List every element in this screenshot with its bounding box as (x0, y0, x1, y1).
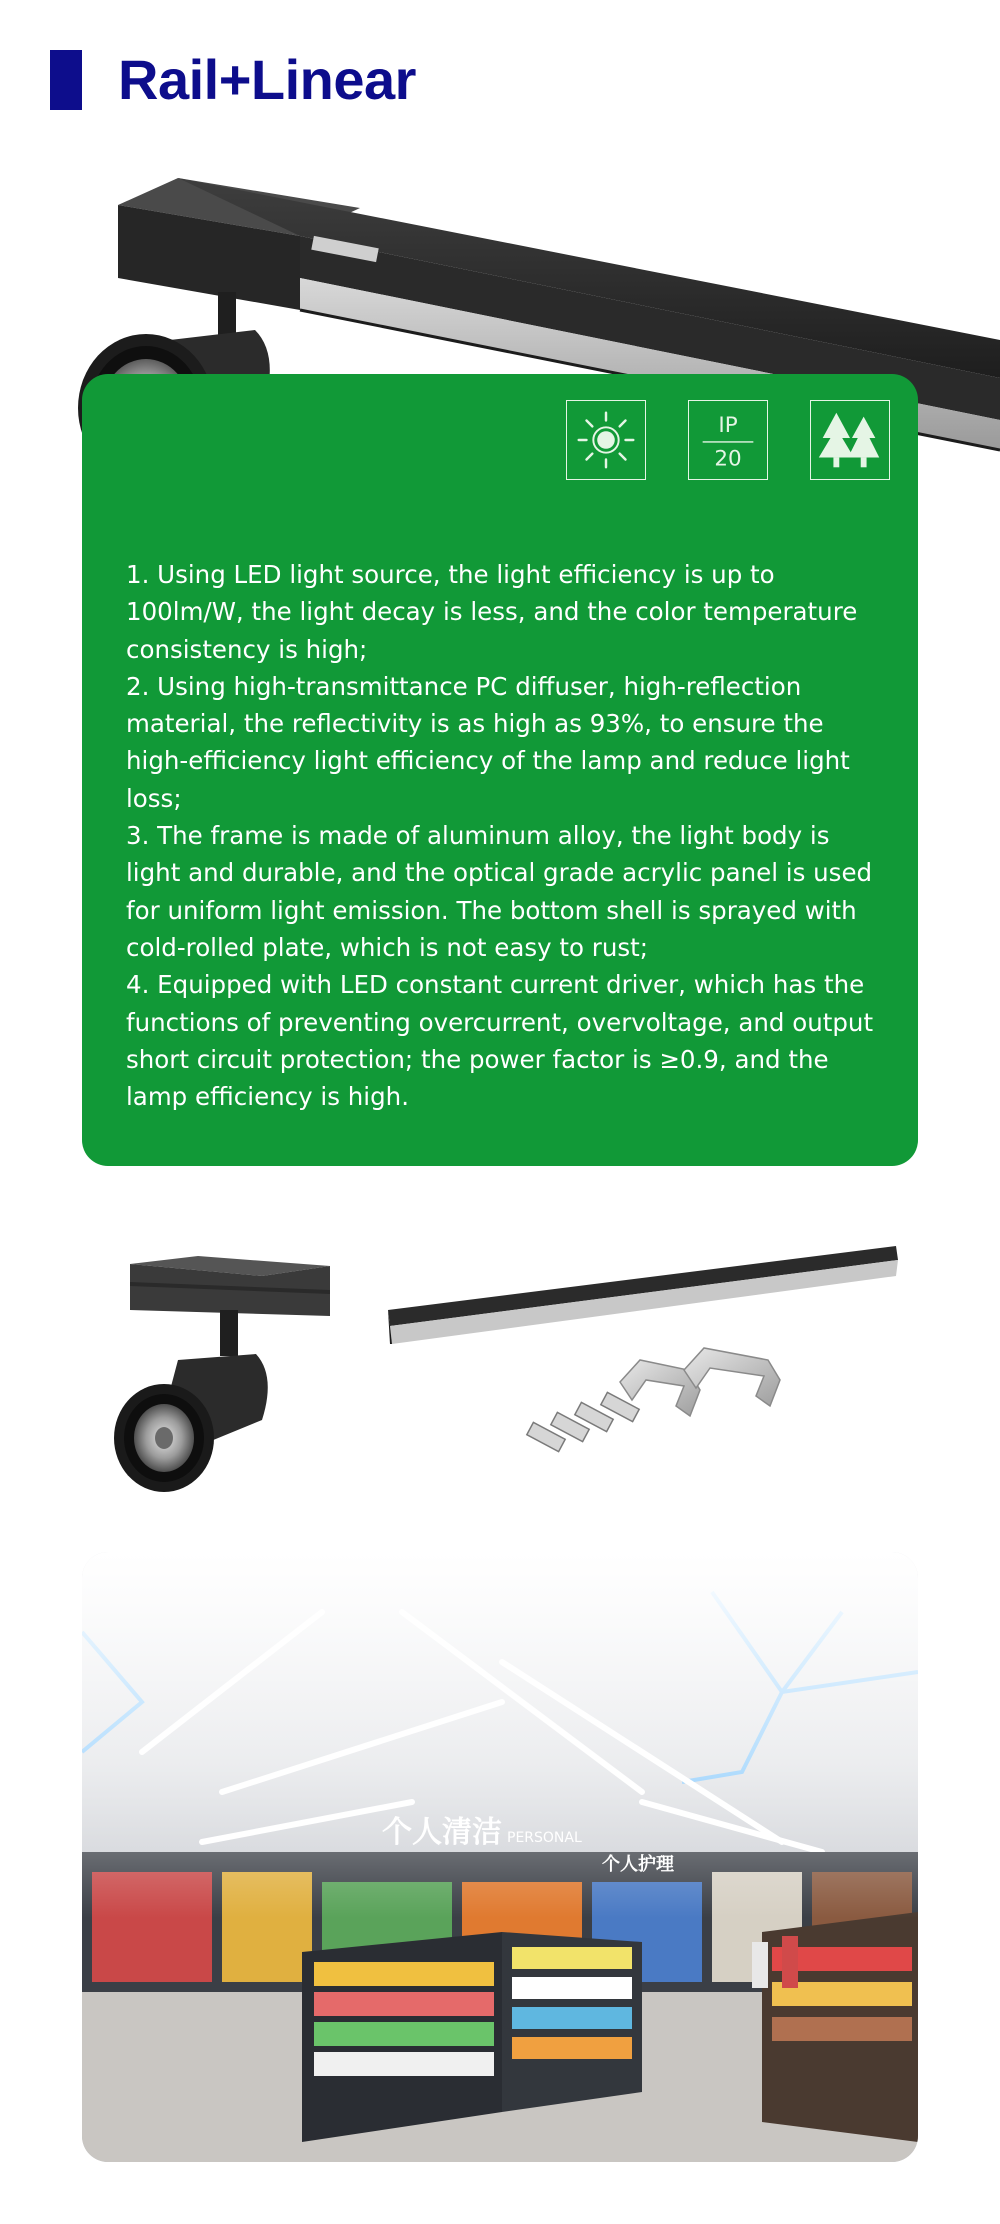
application-scene-supermarket (82, 1552, 918, 2162)
trees-badge (810, 400, 890, 480)
product-parts-illustration (0, 1220, 1000, 1540)
spotlight-with-adaptor (114, 1256, 330, 1492)
mounting-clips (620, 1348, 780, 1416)
title-accent-bar (50, 50, 82, 110)
feature-item: 3. The frame is made of aluminum alloy, the light body is light and durable, and the optical grade acrylic panel is used for uniform light emission. The bottom shell is sprayed with cold-rolled plate, which is not easy to rust; (126, 821, 873, 962)
feature-item: 4. Equipped with LED constant current driver, which has the functions of preventing overcurrent, overvoltage, and output short circuit protection; the power factor is ≥0.9, and the lamp efficiency is high. (126, 970, 874, 1112)
linear-light-bar (388, 1246, 898, 1344)
sun-icon (567, 401, 645, 479)
sun-badge (566, 400, 646, 480)
ip-label: IP (718, 413, 738, 439)
certification-badges (566, 400, 890, 482)
features-list (126, 556, 886, 1115)
ip-value: 20 (714, 446, 742, 472)
feature-item: 2. Using high-transmittance PC diffuser, high-reflection material, the reflectivity is as high as 93%, to ensure the high-efficiency light efficiency of the lamp and reduce light loss; (126, 671, 850, 813)
page-title: Rail+Linear (118, 48, 416, 111)
feature-item: 1. Using LED light source, the light efficiency is up to 100lm/W, the light decay is less, and the color temperature consistency is high; (126, 560, 858, 664)
trees-icon (811, 401, 889, 479)
ip-rating-badge (688, 400, 768, 480)
connector-plates (527, 1392, 639, 1451)
ip-rating-icon (689, 401, 767, 479)
